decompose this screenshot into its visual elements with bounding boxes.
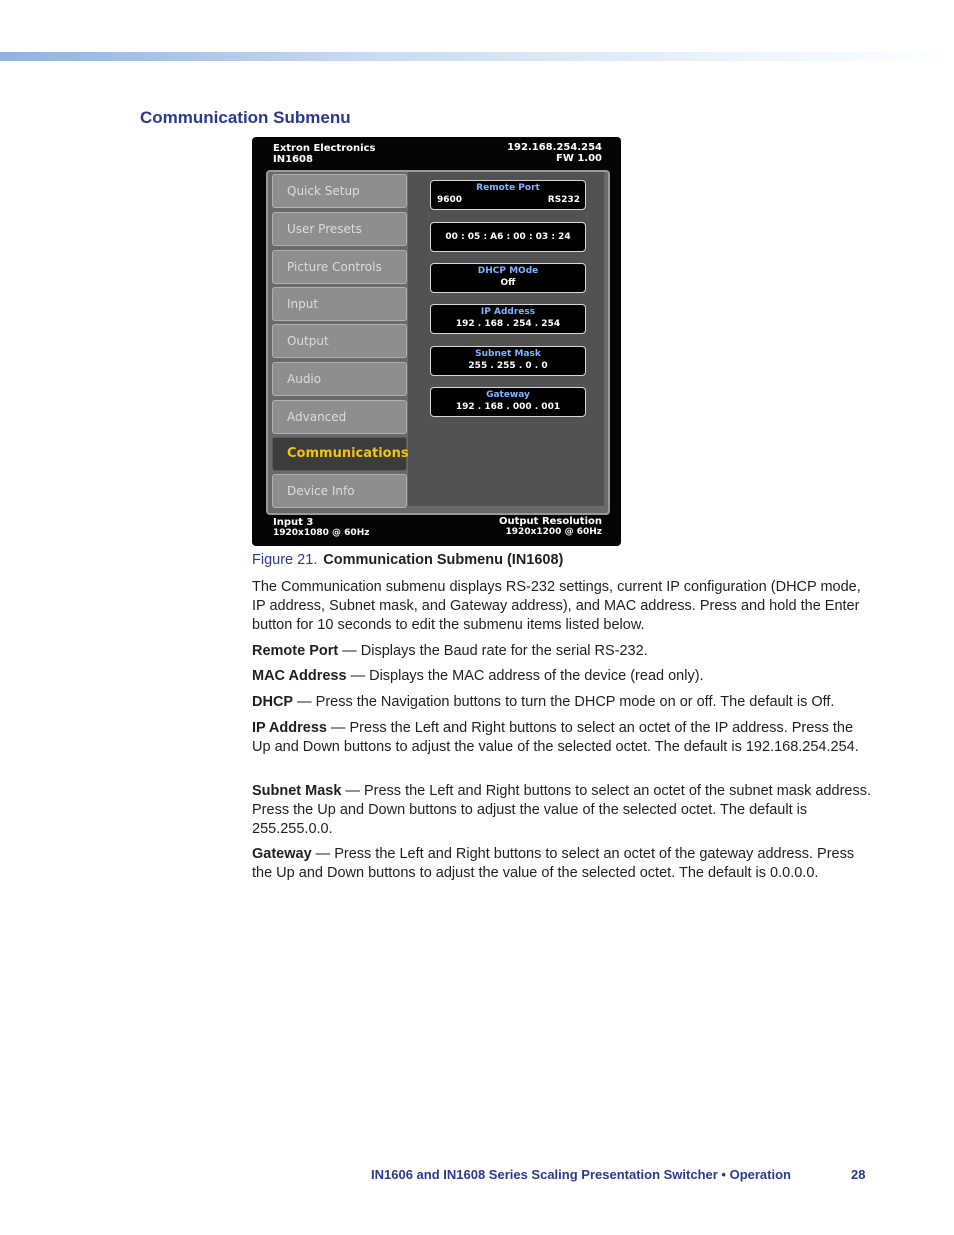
description: — Press the Left and Right buttons to select an octet of the gateway address. Press the Up and Down buttons to adjust the value of the selected octet. The default is 0.0.0.0.	[252, 846, 855, 881]
definition-gateway	[252, 845, 872, 883]
ip-address-value: 192 . 168 . 254 . 254	[455, 319, 561, 329]
menu-item-user-presets[interactable]: User Presets	[272, 212, 407, 246]
term: DHCP	[252, 694, 294, 710]
ip-address-label: IP Address	[480, 307, 536, 317]
subnet-mask-value: 255 . 255 . 0 . 0	[468, 361, 548, 371]
figure-title: Communication Submenu (IN1608)	[323, 552, 564, 568]
menu-item-communications[interactable]: Communications	[272, 437, 407, 471]
menu-panel	[266, 170, 610, 515]
menu-item-advanced[interactable]: Advanced	[272, 400, 407, 434]
subnet-mask-label: Subnet Mask	[475, 349, 541, 359]
model-name: IN1608	[273, 154, 313, 165]
menu-item-quick-setup[interactable]: Quick Setup	[272, 174, 407, 208]
mac-address-box	[430, 222, 586, 252]
company-name: Extron Electronics	[273, 143, 376, 154]
gateway-box[interactable]	[430, 387, 586, 417]
screen-footer-right	[499, 516, 602, 538]
figure-number: Figure 21.	[252, 552, 318, 568]
screen-header-left	[273, 143, 375, 165]
gateway-label: Gateway	[486, 390, 530, 400]
menu-item-output[interactable]: Output	[272, 324, 407, 358]
section-title: Communication Submenu	[140, 108, 351, 127]
term: Subnet Mask	[252, 783, 342, 799]
term: Remote Port	[252, 643, 339, 659]
screen-header-right	[507, 142, 602, 164]
term: IP Address	[252, 720, 327, 736]
header-gradient-bar	[0, 52, 954, 61]
page-number: 28	[851, 1167, 866, 1182]
firmware-version: FW 1.00	[555, 153, 602, 164]
dhcp-mode-value: Off	[500, 278, 516, 288]
definition-dhcp	[252, 693, 872, 712]
description: — Press the Left and Right buttons to select an octet of the IP address. Press the Up and Down buttons to adjust the value of the selected octet. The default is 192.168.254.254.	[252, 720, 859, 755]
device-ip: 192.168.254.254	[507, 142, 602, 153]
description: — Displays the MAC address of the device (read only).	[346, 668, 704, 684]
description: — Press the Left and Right buttons to select an octet of the subnet mask address. Press the Up and Down buttons to adjust the value of the selected octet. The default is 255.255.0.0.	[252, 783, 871, 837]
remote-port-label: Remote Port	[476, 183, 540, 193]
input-resolution: 1920x1080 @ 60Hz	[273, 528, 370, 538]
screen-footer-left	[273, 517, 369, 539]
ip-address-box[interactable]	[430, 304, 586, 334]
definition-remote-port	[252, 642, 872, 661]
gateway-value: 192 . 168 . 000 . 001	[455, 402, 561, 412]
device-menu-screenshot	[252, 137, 621, 546]
description: — Displays the Baud rate for the serial RS-232.	[338, 643, 648, 659]
menu-item-device-info[interactable]: Device Info	[272, 474, 407, 508]
remote-port-baud: 9600	[437, 195, 463, 205]
remote-port-type: RS232	[547, 195, 580, 205]
output-resolution-value: 1920x1200 @ 60Hz	[505, 527, 602, 537]
figure-caption	[252, 552, 563, 568]
input-name: Input 3	[273, 517, 314, 528]
intro-paragraph: The Communication submenu displays RS-232 settings, current IP configuration (DHCP mode, IP address, Subnet mask, and Gateway address), and MAC address. Press and hold the Enter button for 10 seconds to edit the submenu items listed below.	[252, 579, 861, 633]
menu-item-input[interactable]: Input	[272, 287, 407, 321]
menu-item-picture-controls[interactable]: Picture Controls	[272, 250, 407, 284]
definition-ip-address	[252, 719, 872, 757]
dhcp-mode-label: DHCP MOde	[477, 266, 539, 276]
remote-port-box[interactable]	[430, 180, 586, 210]
term: Gateway	[252, 846, 312, 862]
description: — Press the Navigation buttons to turn the DHCP mode on or off. The default is Off.	[293, 694, 835, 710]
menu-item-audio[interactable]: Audio	[272, 362, 407, 396]
page-footer: IN1606 and IN1608 Series Scaling Presentation Switcher • Operation	[371, 1167, 791, 1182]
term: MAC Address	[252, 668, 347, 684]
mac-address-value: 00 : 05 : A6 : 00 : 03 : 24	[445, 232, 571, 242]
definition-mac-address	[252, 667, 872, 686]
definition-subnet-mask	[252, 782, 872, 839]
dhcp-mode-box[interactable]	[430, 263, 586, 293]
output-resolution-label: Output Resolution	[499, 516, 602, 527]
subnet-mask-box[interactable]	[430, 346, 586, 376]
